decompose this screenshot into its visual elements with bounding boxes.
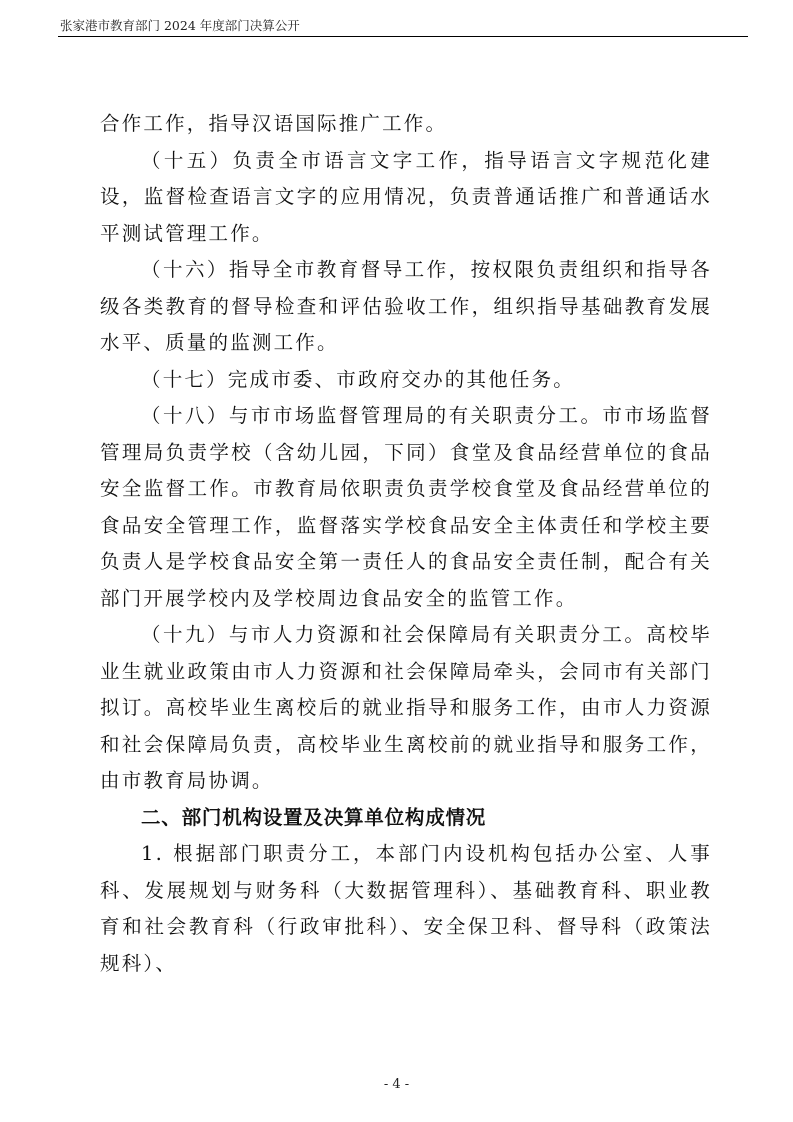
paragraph-item-16: （十六）指导全市教育督导工作，按权限负责组织和指导各级各类教育的督导检查和评估验收工作，组织指导基础教育发展水平、质量的监测工作。: [100, 258, 712, 354]
header-divider: [58, 36, 748, 37]
document-body: [100, 106, 712, 982]
paragraph-item-19: （十九）与市人力资源和社会保障局有关职责分工。高校毕业生就业政策由市人力资源和社会保障局牵头，会同市有关部门拟订。高校毕业生离校后的就业指导和服务工作，由市人力资源和社会保障局负责，高校毕业生离校前的就业指导和服务工作，由市教育局协调。: [100, 623, 712, 792]
running-header: 张家港市教育部门 2024 年度部门决算公开: [60, 18, 300, 33]
paragraph-item-17: （十七）完成市委、市政府交办的其他任务。: [141, 367, 576, 391]
paragraph-item-18: （十八）与市市场监督管理局的有关职责分工。市市场监督管理局负责学校（含幼儿园，下同）食堂及食品经营单位的食品安全监督工作。市教育局依职责负责学校食堂及食品经营单位的食品安全管理工作，监督落实学校食品安全主体责任和学校主要负责人是学校食品安全第一责任人的食品安全责任制，配合有关部门开展学校内及学校周边食品安全的监管工作。: [100, 404, 712, 610]
section-heading: 二、部门机构设置及决算单位构成情况: [141, 805, 487, 829]
paragraph-section-item-1: 1. 根据部门职责分工，本部门内设机构包括办公室、人事科、发展规划与财务科（大数据管理科）、基础教育科、职业教育和社会教育科（行政审批科）、安全保卫科、督导科（政策法规科）、: [100, 842, 712, 975]
paragraph-continuation: 合作工作，指导汉语国际推广工作。: [100, 112, 448, 135]
paragraph-item-15: （十五）负责全市语言文字工作，指导语言文字规范化建设，监督检查语言文字的应用情况，负责普通话推广和普通话水平测试管理工作。: [100, 148, 712, 245]
page-number: - 4 -: [383, 1077, 410, 1092]
